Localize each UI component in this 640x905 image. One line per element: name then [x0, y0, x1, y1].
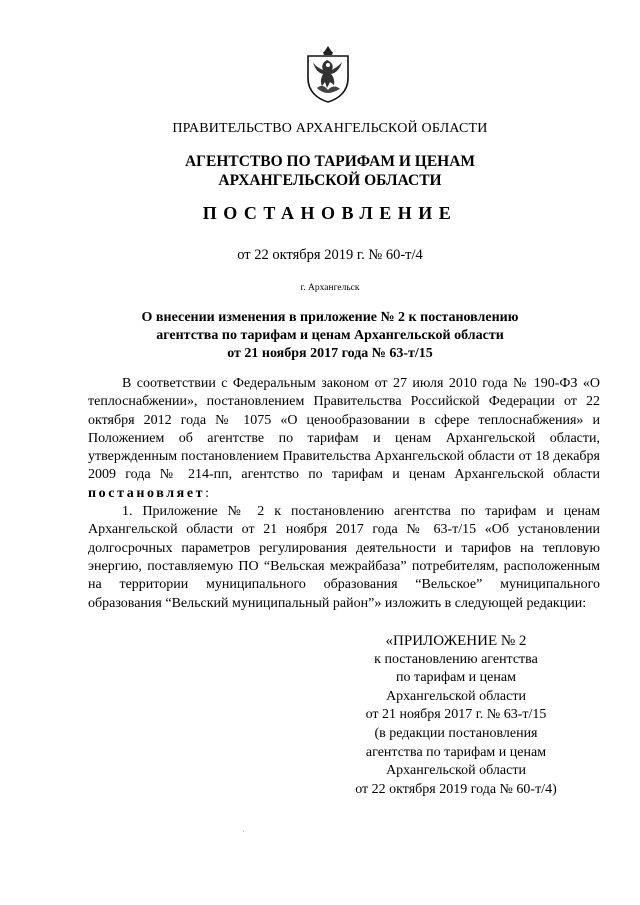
annex-header [326, 632, 586, 799]
annex-line: по тарифам и ценам [396, 670, 516, 686]
annex-title: «ПРИЛОЖЕНИЕ № 2 [385, 633, 527, 649]
page-mark [243, 831, 244, 832]
decree-word: постановляет [88, 485, 206, 501]
document-date-number: от 22 октября 2019 г. № 60-т/4 [237, 247, 423, 263]
annex-line: от 21 ноября 2017 г. № 63-т/15 [365, 707, 547, 723]
annex-line: к постановлению агентства [374, 651, 538, 667]
body-paragraph-item-1: 1. Приложение № 2 к постановлению агентства по тарифам и ценам Архангельской области от 21 ноября 2017 года № 63-т/15 «Об установлении долгосрочных параметров регулирования деятельности и тарифов на тепловую энергию, поставляемую ПО “Вельская межрайбаза” потребителям, расположенным на территории муниципального образования “Вельское” муниципального образования “Вельский муниципальный район”» изложить в следующей редакции: [88, 504, 600, 611]
document-subject [0, 309, 640, 363]
annex-line: Архангельской области [386, 688, 526, 704]
subject-line-3: от 21 ноября 2017 года № 63-т/15 [227, 346, 433, 361]
subject-line-1: О внесении изменения в приложение № 2 к постановлению [141, 310, 519, 325]
annex-line: агентства по тарифам и ценам [365, 744, 547, 760]
agency-name-line-2: АРХАНГЕЛЬСКОЙ ОБЛАСТИ [218, 172, 442, 189]
subject-line-2: агентства по тарифам и ценам Архангельской области [156, 328, 504, 343]
coat-of-arms-emblem [303, 44, 353, 104]
government-name: ПРАВИТЕЛЬСТВО АРХАНГЕЛЬСКОЙ ОБЛАСТИ [172, 121, 488, 136]
preamble-text: В соответствии с Федеральным законом от 27 июля 2010 года № 190-ФЗ «О теплоснабжении», постановлением Правительства Российской Федерации от 22 октября 2012 года № 1075 «О ценообразовании в сфере теплоснабжения» и Положением об агентстве по тарифам и ценам Архангельской области, утвержденным постановлением Правительства Архангельской области от 18 декабря 2009 года № 214-пп, агентство по тарифам и ценам Архангельской области [88, 376, 600, 483]
annex-line: от 22 октября 2019 года № 60-т/4) [355, 781, 557, 797]
preamble-colon: : [205, 485, 210, 501]
document-type-title: ПОСТАНОВЛЕНИЕ [202, 203, 458, 223]
annex-line: Архангельской области [386, 763, 526, 779]
body-paragraph-preamble [88, 375, 600, 503]
document-city: г. Архангельск [300, 283, 360, 293]
agency-name-line-1: АГЕНТСТВО ПО ТАРИФАМ И ЦЕНАМ [184, 153, 476, 170]
agency-name [0, 152, 640, 190]
document-body [88, 375, 600, 613]
annex-line: (в редакции постановления [374, 725, 538, 741]
